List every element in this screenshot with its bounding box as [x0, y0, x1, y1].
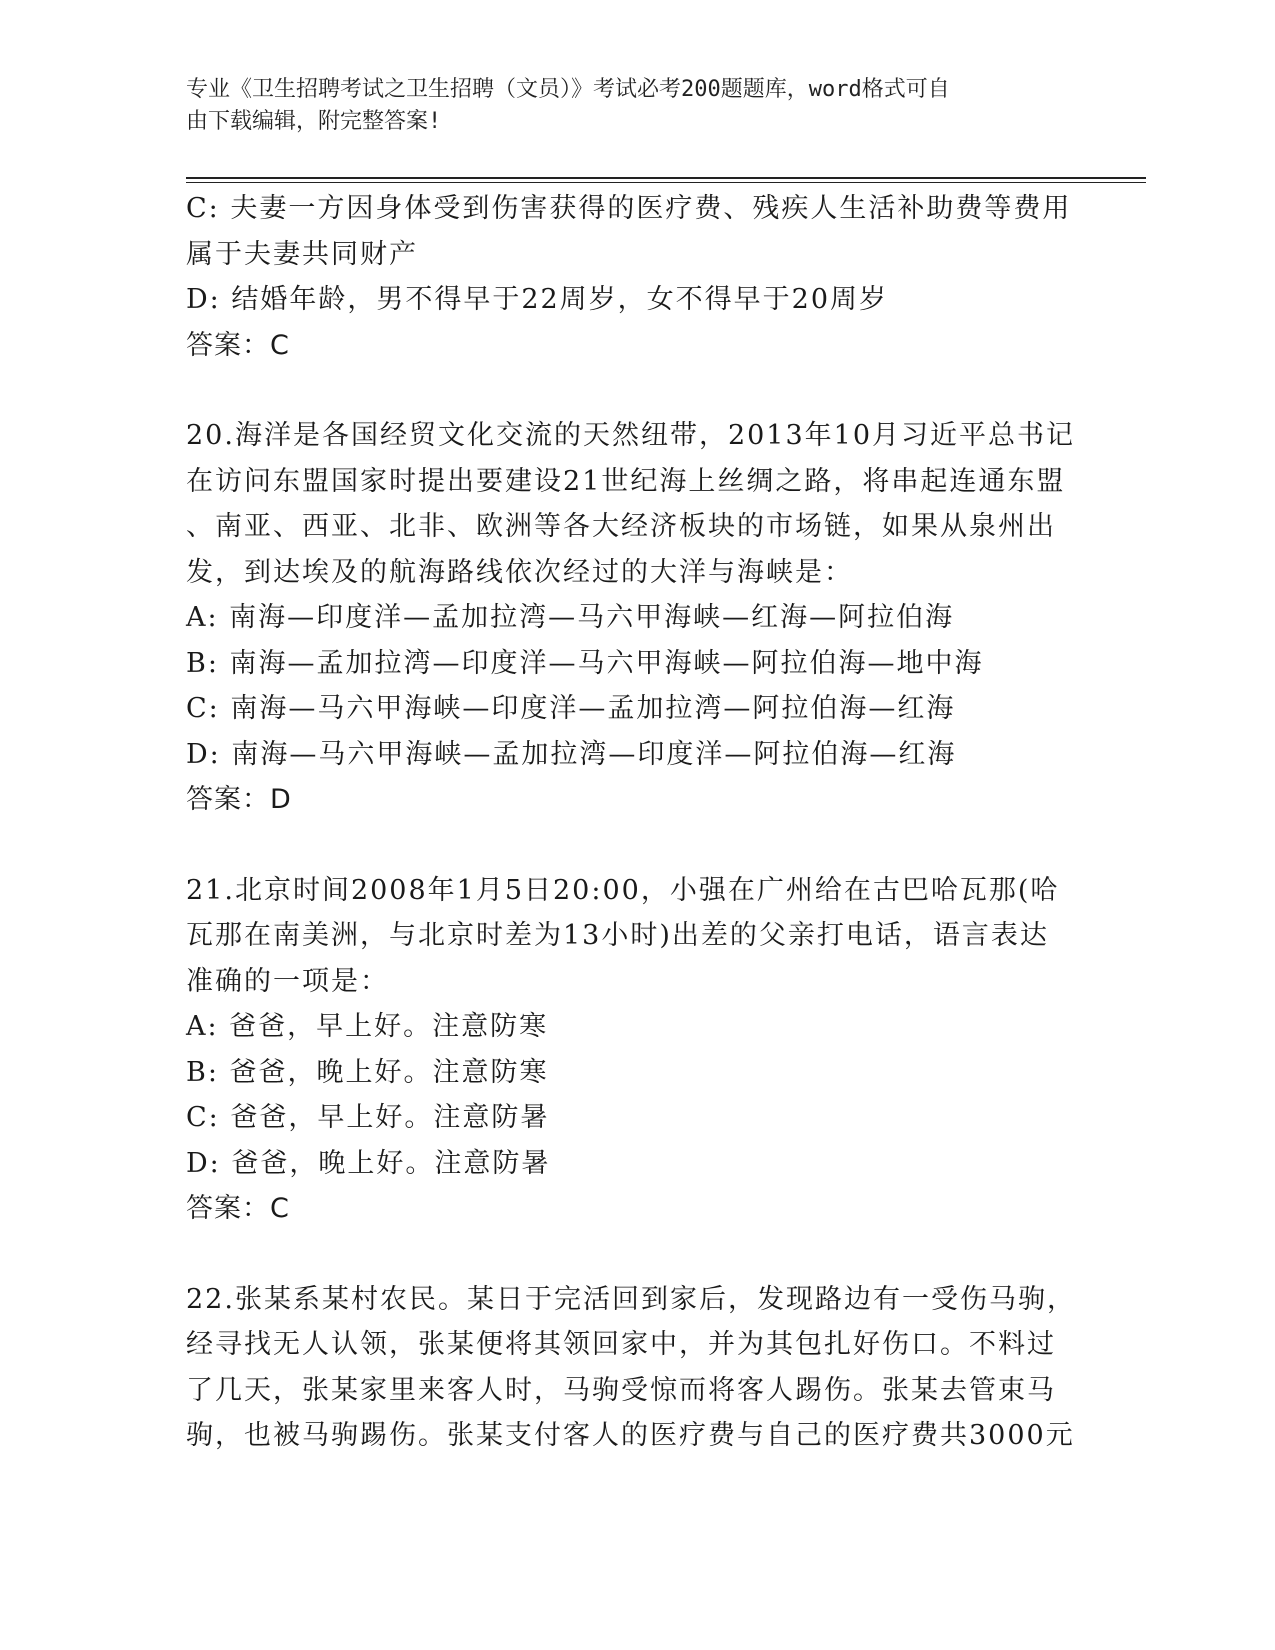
answer: 答案：C	[186, 1193, 290, 1224]
option-c-line-2: 属于夫妻共同财产	[186, 238, 418, 270]
option-b: B: 南海—孟加拉湾—印度洋—马六甲海峡—阿拉伯海—地中海	[186, 647, 984, 679]
option-d: D: 爸爸，晚上好。注意防暑	[186, 1147, 551, 1179]
question-stem: 了几天，张某家里来客人时，马驹受惊而将客人踢伤。张某去管束马	[186, 1374, 1056, 1406]
option-c: C: 南海—马六甲海峡—印度洋—孟加拉湾—阿拉伯海—红海	[186, 693, 956, 724]
option-c-line-1: C: 夫妻一方因身体受到伤害获得的医疗费、残疾人生活补助费等费用	[186, 193, 1072, 224]
header-line-2: 由下载编辑，附完整答案!	[186, 109, 442, 134]
question-stem: 经寻找无人认领，张某便将其领回家中，并为其包扎好伤口。不料过	[186, 1329, 1056, 1360]
option-b: B: 爸爸，晚上好。注意防寒	[186, 1056, 549, 1088]
header-rule-thin	[186, 182, 1146, 183]
question-stem: 瓦那在南美洲，与北京时差为13小时)出差的父亲打电话，语言表达	[186, 920, 1049, 951]
question-stem: 20.海洋是各国经贸文化交流的天然纽带，2013年10月习近平总书记	[186, 420, 1076, 451]
question-stem: 、南亚、西亚、北非、欧洲等各大经济板块的市场链，如果从泉州出	[186, 511, 1056, 542]
question-20	[186, 413, 1086, 823]
option-d: D: 结婚年龄，男不得早于22周岁，女不得早于20周岁	[186, 284, 889, 315]
question-stem: 在访问东盟国家时提出要建设21世纪海上丝绸之路，将串起连通东盟	[186, 465, 1066, 497]
answer: 答案：D	[186, 784, 292, 815]
header-rule-thick	[186, 177, 1146, 179]
question-22	[186, 1277, 1086, 1459]
option-d: D: 南海—马六甲海峡—孟加拉湾—印度洋—阿拉伯海—红海	[186, 738, 957, 770]
document-header	[186, 74, 1066, 138]
document-body	[186, 186, 1086, 1459]
question-stem: 驹，也被马驹踢伤。张某支付客人的医疗费与自己的医疗费共3000元	[186, 1420, 1075, 1451]
header-line-1: 专业《卫生招聘考试之卫生招聘（文员）》考试必考200题题库，word格式可自	[186, 77, 950, 102]
question-stem: 发，到达埃及的航海路线依次经过的大洋与海峡是：	[186, 556, 853, 588]
option-a: A: 南海—印度洋—孟加拉湾—马六甲海峡—红海—阿拉伯海	[186, 602, 955, 633]
question-stem: 21.北京时间2008年1月5日20:00，小强在广州给在古巴哈瓦那(哈	[186, 874, 1060, 906]
option-c: C: 爸爸，早上好。注意防暑	[186, 1102, 550, 1133]
question-19-tail	[186, 186, 1086, 368]
question-stem: 准确的一项是：	[186, 965, 389, 997]
question-21	[186, 868, 1086, 1232]
question-stem: 22.张某系某村农民。某日于完活回到家后，发现路边有一受伤马驹，	[186, 1283, 1076, 1315]
answer: 答案：C	[186, 329, 290, 361]
option-a: A: 爸爸，早上好。注意防寒	[186, 1011, 549, 1042]
